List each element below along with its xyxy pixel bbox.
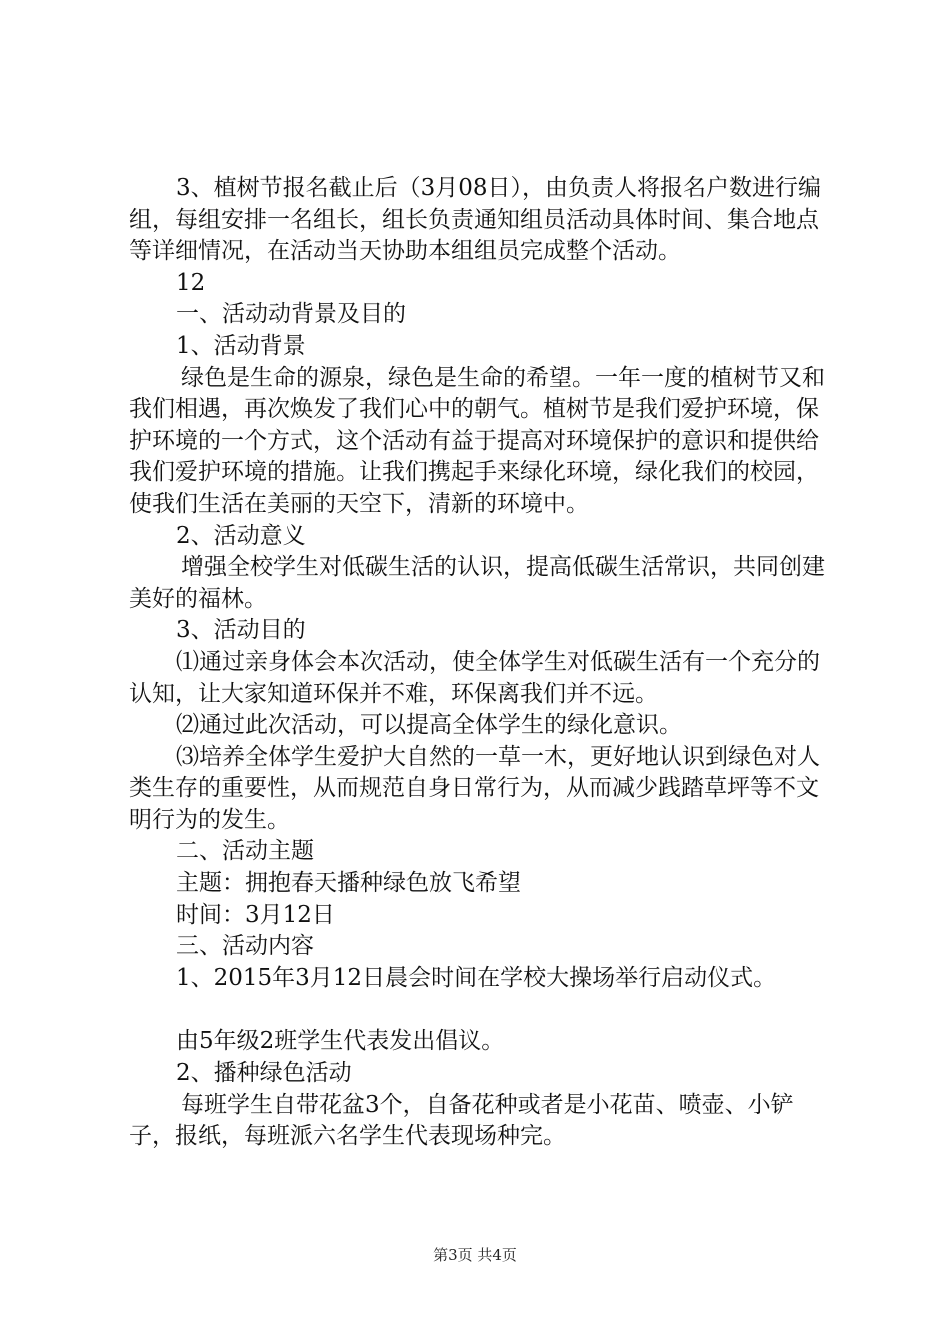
paragraph-significance: 增强全校学生对低碳生活的认识，提高低碳生活常识，共同创建美好的福林。: [129, 554, 825, 612]
paragraph-registration-deadline: 3、植树节报名截止后（3月08日），由负责人将报名户数进行编组，每组安排一名组长，组长负责通知组员活动具体时间、集合地点等详细情况，在活动当天协助本组组员完成整个活动。: [129, 175, 822, 265]
heading-background-purpose: 一、活动动背景及目的: [176, 301, 406, 328]
paragraph-goal-3: ⑶培养全体学生爱护大自然的一草一木，更好地认识到绿色对人类生存的重要性，从而规范自身日常行为，从而减少践踏草坪等不文明行为的发生。: [129, 743, 820, 833]
heading-activity-significance: 2、活动意义: [176, 522, 306, 549]
heading-activity-theme: 二、活动主题: [176, 838, 314, 865]
paragraph-theme: 主题：拥抱春天播种绿色放飞希望: [176, 870, 521, 897]
heading-activity-goals: 3、活动目的: [176, 617, 306, 644]
paragraph-time: 时间：3月12日: [176, 901, 335, 928]
paragraph-initiative: 由5年级2班学生代表发出倡议。: [176, 1028, 505, 1055]
heading-planting-activity: 2、播种绿色活动: [176, 1060, 352, 1087]
page-footer: 第3页 共4页: [433, 1246, 517, 1264]
paragraph-background: 绿色是生命的源泉，绿色是生命的希望。一年一度的植树节又和我们相遇，再次焕发了我们心中的朝气。植树节是我们爱护环境，保护环境的一个方式，这个活动有益于提高对环境保护的意识和提供给我们爱护环境的措施。让我们携起手来绿化环境，绿化我们的校园，使我们生活在美丽的天空下，清新的环境中。: [129, 364, 825, 517]
blank-line: [129, 994, 831, 1026]
paragraph-number: 12: [176, 269, 206, 296]
heading-activity-background: 1、活动背景: [176, 332, 306, 359]
heading-activity-content: 三、活动内容: [176, 933, 314, 960]
paragraph-goal-1: ⑴通过亲身体会本次活动，使全体学生对低碳生活有一个充分的认知，让大家知道环保并不难，环保离我们并不远。: [129, 648, 820, 707]
paragraph-launch-ceremony: 1、2015年3月12日晨会时间在学校大操场举行启动仪式。: [176, 964, 777, 991]
document-body: [129, 173, 831, 1153]
paragraph-goal-2: ⑵通过此次活动，可以提高全体学生的绿化意识。: [176, 712, 682, 739]
paragraph-planting-details: 每班学生自带花盆3个，自备花种或者是小花苗、喷壶、小铲子，报纸，每班派六名学生代表现场种完。: [129, 1091, 794, 1150]
